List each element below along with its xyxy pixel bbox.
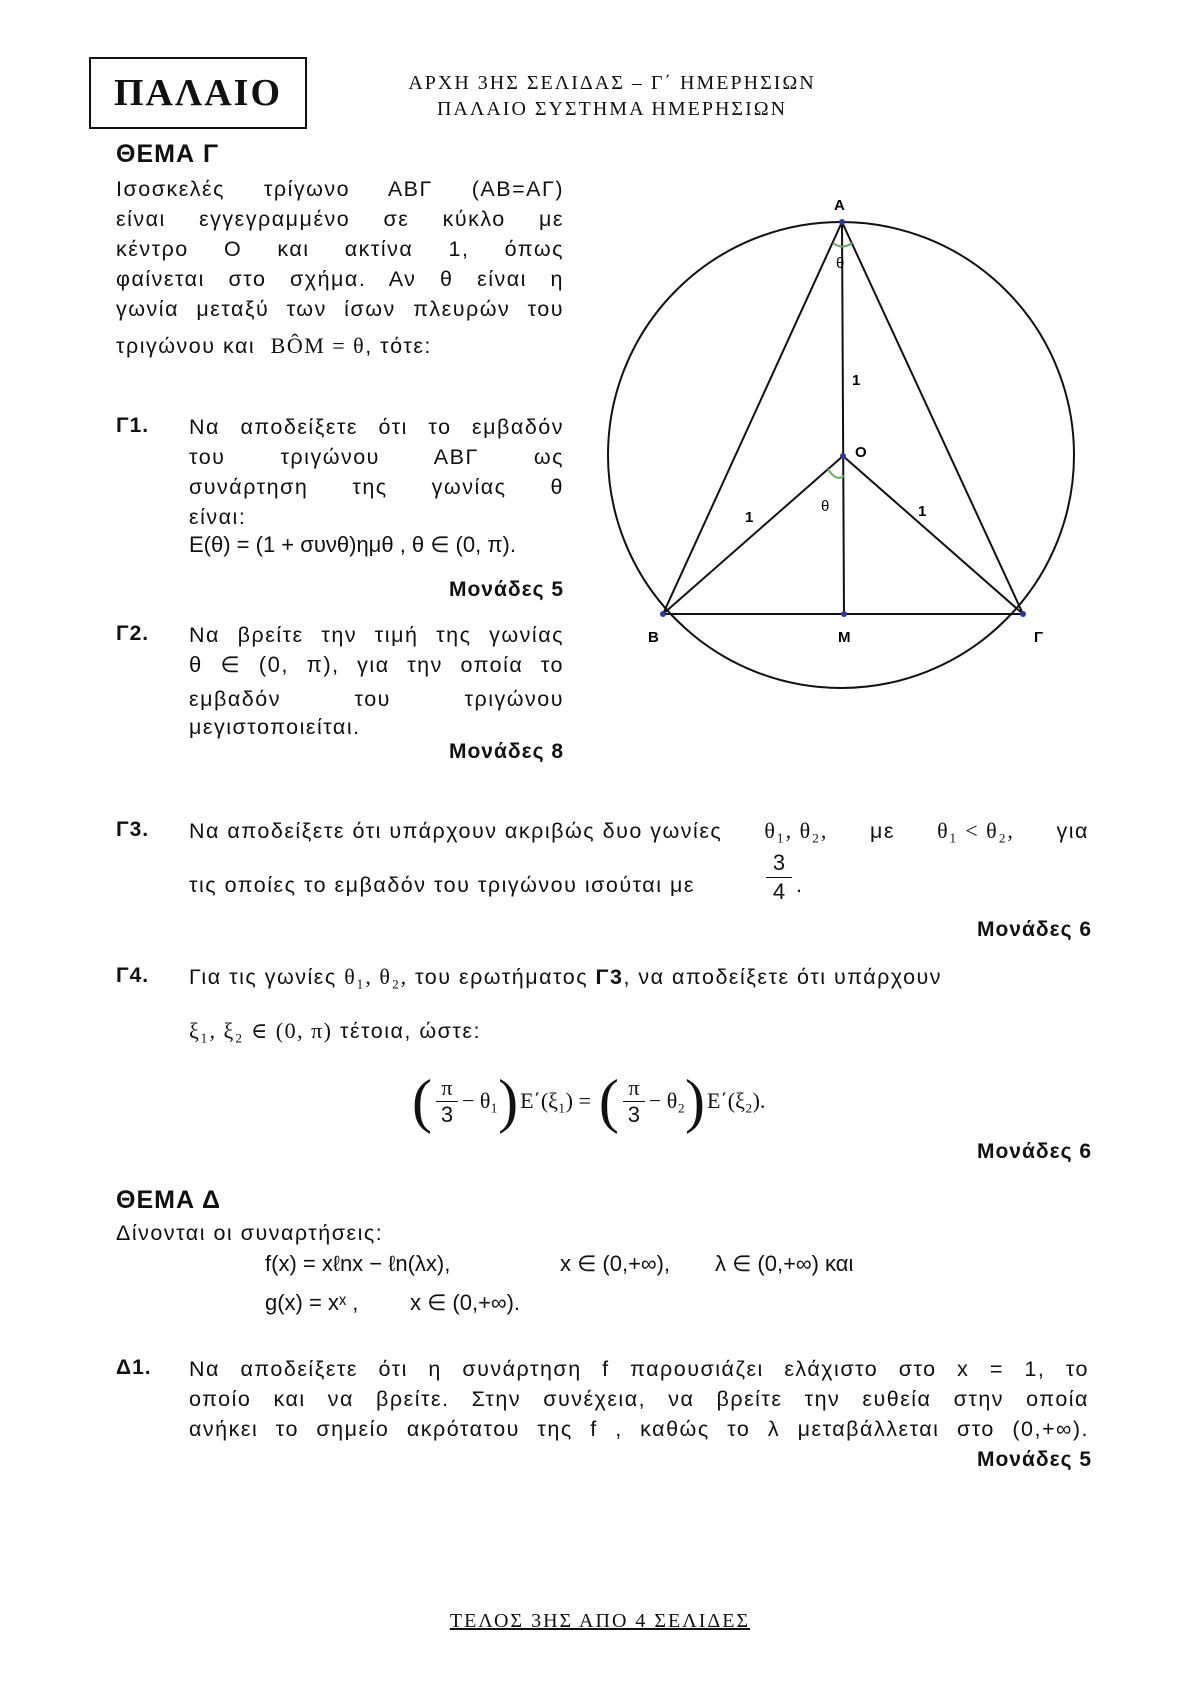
label-b: B xyxy=(648,629,659,646)
g1-number: Γ1. xyxy=(116,414,150,437)
d1-line: ανήκει το σημείο ακρότατου της f , καθώς το λ μεταβάλλεται στο (0,+∞). xyxy=(189,1417,1089,1441)
g3-marks: Μονάδες 6 xyxy=(976,918,1092,941)
g4-ref-g3: Γ3 xyxy=(595,965,624,989)
g4-text: του ερωτήματος xyxy=(415,965,589,989)
intro-text: τριγώνου και xyxy=(116,334,256,358)
old-system-label: ΠΑΛΑΙΟ xyxy=(89,57,307,129)
theme-d-intro: Δίνονται οι συναρτήσεις: xyxy=(116,1221,384,1245)
theme-g-intro-line: κέντρο Ο και ακτίνα 1, όπως xyxy=(116,237,564,261)
point-b xyxy=(660,611,666,617)
g3-number: Γ3. xyxy=(116,818,150,841)
g3-theta12: θ₁, θ₂, xyxy=(764,818,828,843)
intro-suffix: , τότε: xyxy=(365,334,432,358)
theta-interval: θ ∈ (0, π) xyxy=(189,652,333,677)
header-line-1: ΑΡΧΗ 3ΗΣ ΣΕΛΙΔΑΣ – Γ΄ ΗΜΕΡΗΣΙΩΝ xyxy=(408,72,816,94)
fraction-numerator: 3 xyxy=(772,850,786,875)
g3-period: . xyxy=(796,873,804,897)
paren-open: ( xyxy=(412,1068,432,1134)
g3-line-2: τις οποίες το εμβαδόν του τριγώνου ισούται με xyxy=(189,873,695,897)
label-g: Γ xyxy=(1034,629,1044,646)
g3-text: Να αποδείξετε ότι υπάρχουν ακριβώς δυο γωνίες xyxy=(189,819,723,843)
three: 3 xyxy=(627,1101,641,1127)
e-prime-xi1: E΄(ξ₁) = xyxy=(520,1088,591,1113)
g4-marks: Μονάδες 6 xyxy=(976,1140,1092,1163)
pi: π xyxy=(441,1074,453,1100)
page-footer: ΤΕΛΟΣ 3ΗΣ ΑΠΟ 4 ΣΕΛΙΔΕΣ xyxy=(449,1610,751,1632)
g4-number: Γ4. xyxy=(116,964,150,987)
pi: π xyxy=(628,1074,640,1100)
pi-over-3 xyxy=(623,1075,645,1128)
g2-marks: Μονάδες 8 xyxy=(448,740,564,763)
minus-theta2: − θ₂ xyxy=(648,1088,686,1113)
point-m xyxy=(841,611,847,617)
g4-line-2 xyxy=(189,1016,481,1046)
angle-arc-o xyxy=(828,469,844,478)
g4-text: , να αποδείξετε ότι υπάρχουν xyxy=(623,965,943,989)
minus-theta1: − θ₁ xyxy=(461,1088,499,1113)
label-one-vertical: 1 xyxy=(852,372,861,389)
header-line-2: ΠΑΛΑΙΟ ΣΥΣΤΗΜΑ ΗΜΕΡΗΣΙΩΝ xyxy=(436,98,788,120)
g3-text-gia: για xyxy=(1056,819,1089,843)
g2-text: , για την οποία το xyxy=(332,653,564,677)
label-a: A xyxy=(834,197,845,214)
g1-line-last: είναι: xyxy=(189,505,247,529)
segment-ob xyxy=(663,456,843,614)
theme-g-title: ΘΕΜΑ Γ xyxy=(116,140,219,168)
three: 3 xyxy=(440,1101,454,1127)
f-definition: f(x) = xℓnx − ℓn(λx), xyxy=(265,1251,451,1276)
theme-g-intro-line: Ισοσκελές τρίγωνο ΑΒΓ (ΑΒ=ΑΓ) xyxy=(116,177,564,201)
theme-g-intro-line: είναι εγγεγραμμένο σε κύκλο με xyxy=(116,207,564,231)
g-domain: x ∈ (0,+∞). xyxy=(410,1290,521,1315)
label-m: M xyxy=(838,629,851,646)
theme-g-intro-last xyxy=(116,331,432,361)
g1-formula: E(θ) = (1 + συνθ)ημθ , θ ∈ (0, π). xyxy=(189,532,516,557)
lambda-domain: λ ∈ (0,+∞) και xyxy=(715,1251,854,1276)
theme-d-title: ΘΕΜΑ Δ xyxy=(116,1186,221,1214)
label-theta-mid: θ xyxy=(821,498,830,515)
g2-line: Να βρείτε την τιμή της γωνίας xyxy=(189,623,564,647)
segment-og xyxy=(843,456,1023,614)
g-definition: g(x) = xˣ , xyxy=(265,1290,359,1315)
g4-line-1 xyxy=(189,962,942,992)
g3-theta-inequality: θ₁ < θ₂, xyxy=(937,818,1015,843)
g1-line: Να αποδείξετε ότι το εμβαδόν xyxy=(189,415,564,439)
g2-line: εμβαδόν του τριγώνου xyxy=(189,687,564,711)
g4-theta12: θ₁, θ₂, xyxy=(344,964,408,989)
g1-marks: Μονάδες 5 xyxy=(448,578,564,601)
g1-line: του τριγώνου ΑΒΓ ως xyxy=(189,445,564,469)
label-theta-top: θ xyxy=(836,255,845,272)
fraction-3-4 xyxy=(766,850,792,905)
point-o xyxy=(840,453,846,459)
triangle-circle-figure xyxy=(600,180,1120,720)
g2-line-2 xyxy=(189,650,564,680)
label-o: O xyxy=(855,444,867,461)
d1-number: Δ1. xyxy=(116,1356,152,1379)
g2-number: Γ2. xyxy=(116,622,150,645)
g3-text-me: με xyxy=(869,819,895,843)
g4-text: Για τις γωνίες xyxy=(189,965,337,989)
xi-interval: ξ₁, ξ₂ ∈ (0, π) xyxy=(189,1018,333,1043)
paren-close: ) xyxy=(498,1068,519,1134)
paren-open: ( xyxy=(598,1068,619,1134)
theme-g-intro-line: γωνία μεταξύ των ίσων πλευρών του xyxy=(116,297,564,321)
point-a xyxy=(839,219,845,225)
d1-marks: Μονάδες 5 xyxy=(976,1448,1092,1471)
segment-am xyxy=(842,222,844,614)
g3-line-1 xyxy=(189,816,1089,846)
f-domain: x ∈ (0,+∞), xyxy=(560,1251,671,1276)
g4-text: τέτοια, ώστε: xyxy=(339,1019,481,1043)
point-g xyxy=(1020,611,1026,617)
fraction-bar xyxy=(766,877,792,878)
d1-line: οποίο και να βρείτε. Στην συνέχεια, να βρείτε την ευθεία στην οποία xyxy=(189,1387,1089,1411)
label-one-right: 1 xyxy=(918,503,927,520)
g4-equation xyxy=(412,1066,765,1136)
theme-g-intro-line: φαίνεται στο σχήμα. Αν θ είναι η xyxy=(116,267,564,291)
pi-over-3 xyxy=(436,1075,458,1128)
fraction-denominator: 4 xyxy=(772,879,786,904)
d1-line: Να αποδείξετε ότι η συνάρτηση f παρουσιάζει ελάχιστο στο x = 1, το xyxy=(189,1357,1089,1381)
g2-line: μεγιστοποιείται. xyxy=(189,715,361,739)
angle-bom-math: BÔM = θ xyxy=(270,333,366,358)
g1-line: συνάρτηση της γωνίας θ xyxy=(189,475,564,499)
paren-close: ) xyxy=(685,1068,705,1134)
label-one-left: 1 xyxy=(745,509,754,526)
e-prime-xi2: E΄(ξ₂). xyxy=(707,1088,766,1113)
